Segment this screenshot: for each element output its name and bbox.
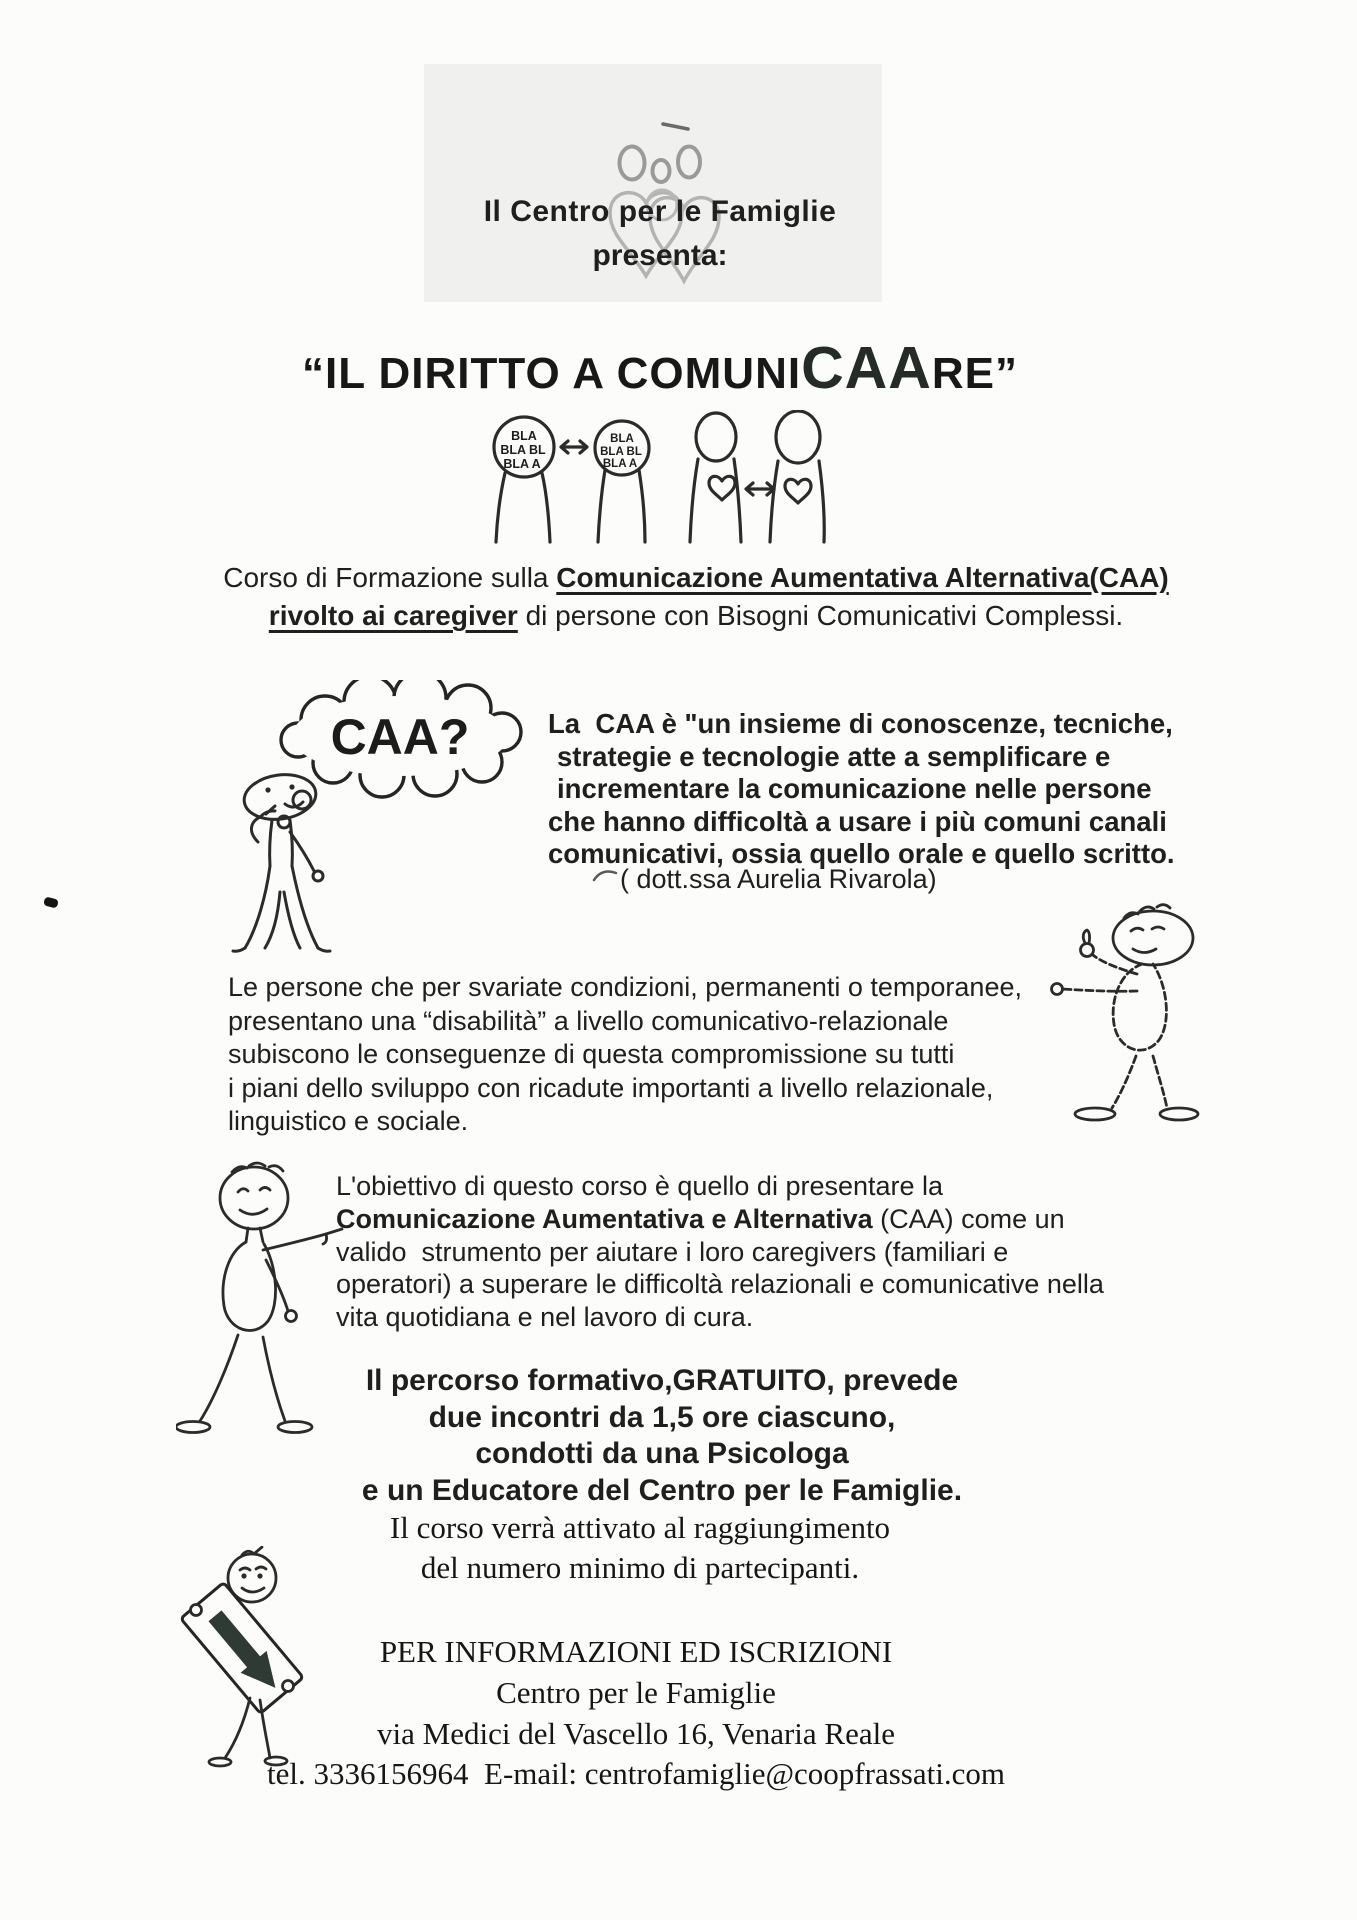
figure-head-icon (1113, 911, 1193, 965)
paragraph-line: valido strumento per aiutare i loro caregivers (familiari e (336, 1236, 1009, 1267)
caa-question-label: CAA? (330, 709, 470, 765)
caa-definition-quote (548, 708, 1228, 871)
quote-line: La CAA è "un insieme di conoscenze, tecniche, (548, 708, 1173, 739)
bold-caa-name: Comunicazione Aumentativa e Alternativa (336, 1203, 873, 1234)
bla-text: BLA A (602, 458, 638, 470)
hand-icon (191, 1605, 202, 1616)
paragraph-line: subiscono le conseguenze di questa compromissione su tutti (228, 1039, 955, 1070)
attribution-text: ( dott.ssa Aurelia Rivarola) (620, 864, 937, 894)
heart-in-chest-right-icon (785, 479, 811, 503)
contact-tel-email: tel. 3336156964 E-mail: centrofamiglie@coopfrassati.com (267, 1756, 1005, 1792)
intro-text-1: Corso di Formazione sulla (223, 562, 557, 593)
paragraph-line: Le persone che per svariate condizioni, permanenti o temporanee, (228, 972, 1022, 1002)
paragraph-line: presentano una “disabilità” a livello comunicativo-relazionale (228, 1005, 949, 1036)
title-caa: CAA (801, 335, 932, 401)
title-pre: “IL DIRITTO A COMUNI (301, 349, 802, 398)
intro-text-2: di persone con Bisogni Comunicativi Complessi. (517, 600, 1124, 631)
foot-icon (1160, 1108, 1198, 1120)
quote-line: che hanno difficoltà a usare i più comuni canali (548, 805, 1167, 837)
quote-line: comunicativi, ossia quello orale e quello scritto. (548, 838, 1175, 870)
bla-text: BLA (511, 429, 537, 443)
heart-person-left-head-icon (696, 413, 736, 461)
program-details (2, 1363, 1322, 1509)
program-line: condotti da una Psicologa (475, 1437, 849, 1470)
quote-line: strategie e tecnologie atte a semplificare e (557, 740, 1111, 772)
page-title (0, 334, 1320, 402)
title-post: RE” (931, 349, 1019, 398)
pen-dash (663, 124, 688, 129)
bla-text: BLA A (503, 457, 541, 471)
stray-ink-mark (43, 896, 59, 908)
program-line: Il percorso formativo,GRATUITO, prevede (365, 1364, 959, 1397)
contact-block (0, 1632, 1296, 1795)
pointing-arm (263, 1234, 326, 1250)
logo-head-right (678, 147, 700, 178)
double-arrow-hearts-icon (746, 483, 774, 495)
logo-head-left (620, 147, 645, 180)
paragraph-line: vita quotidiana e nel lavoro di cura. (336, 1302, 754, 1333)
quote-attribution (592, 864, 937, 895)
bla-text: BLA (610, 433, 634, 445)
communication-figures-drawing (478, 410, 843, 545)
heart-person-right-head-icon (776, 411, 820, 463)
activation-note (0, 1508, 1300, 1588)
thumbs-up-hand-icon (1081, 930, 1094, 957)
double-arrow-icon (561, 441, 587, 453)
org-name: Il Centro per le Famiglie (483, 195, 837, 228)
contact-heading: PER INFORMAZIONI ED ISCRIZIONI (379, 1634, 893, 1669)
paragraph-line: linguistico e sociale. (228, 1106, 469, 1137)
paragraph-line: i piani dello sviluppo con ricadute importanti a livello relazionale, (228, 1072, 994, 1103)
paragraph-line (336, 1203, 1146, 1236)
foot-icon (1075, 1108, 1115, 1120)
bla-text: BLA BL (500, 443, 546, 457)
pen-stroke-icon (592, 864, 618, 884)
thinking-figure-drawing (230, 680, 600, 980)
presents-label: presenta: (592, 239, 728, 272)
paragraph-consequences (228, 971, 1078, 1139)
intro-underlined-2: rivolto ai caregiver (268, 600, 518, 631)
bla-text: BLA BL (600, 446, 642, 458)
contact-address: via Medici del Vascello 16, Venaria Reale (377, 1715, 895, 1751)
paragraph-objective (336, 1170, 1146, 1334)
contact-org: Centro per le Famiglie (496, 1674, 776, 1710)
intro-underlined-1: Comunicazione Aumentativa Alternativa(CAA) (556, 562, 1169, 593)
logo-head-middle (653, 160, 670, 182)
paragraph-line: operatori) a superare le difficoltà relazionali e comunicative nella (336, 1269, 1104, 1300)
paragraph-line: L'obiettivo di questo corso è quello di presentare la (336, 1171, 944, 1201)
figure-head-icon (220, 1167, 288, 1229)
course-intro (36, 559, 1356, 635)
activation-line: Il corso verrà attivato al raggiungimento (389, 1510, 891, 1545)
quote-line: incrementare la comunicazione nelle persone (557, 773, 1152, 805)
paragraph-line-rest: (CAA) come un (872, 1203, 1065, 1234)
activation-line: del numero minimo di partecipanti. (420, 1550, 860, 1585)
program-line: due incontri da 1,5 ore ciascuno, (428, 1400, 896, 1434)
heart-in-chest-left-icon (709, 476, 735, 500)
program-line: e un Educatore del Centro per le Famiglie. (361, 1473, 963, 1507)
